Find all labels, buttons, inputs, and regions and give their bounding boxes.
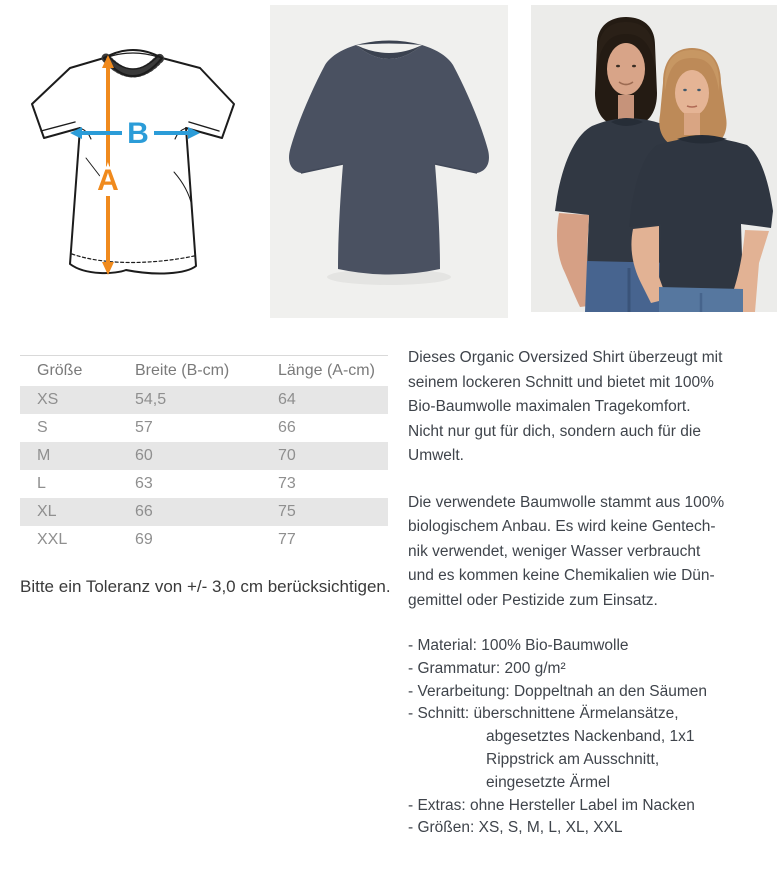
product-photo-flat: [270, 5, 508, 318]
detail-line: eingesetzte Ärmel: [486, 773, 611, 791]
text-line: Umwelt.: [408, 447, 464, 464]
size-table-cell: 64: [278, 390, 296, 408]
tolerance-note: Bitte ein Toleranz von +/- 3,0 cm berücksichtigen.: [20, 577, 391, 596]
text-line: Bio-Baumwolle maximalen Tragekomfort.: [408, 398, 691, 415]
product-photo-models: [531, 5, 777, 312]
detail-line: - Grammatur: 200 g/m²: [408, 659, 566, 677]
text-line: biologischem Anbau. Es wird keine Gentech-: [408, 518, 716, 535]
size-table-cell: 57: [135, 418, 153, 436]
tshirt-outline-drawing: [32, 50, 234, 273]
text-line: und es kommen keine Chemikalien wie Dün-: [408, 567, 715, 584]
size-table-cell: 60: [135, 446, 153, 464]
size-table-cell: 77: [278, 530, 296, 548]
label-b: B: [127, 117, 149, 150]
text-line: Nicht nur gut für dich, sondern auch für die: [408, 422, 701, 440]
detail-line: abgesetztes Nackenband, 1x1: [486, 728, 695, 746]
size-table-cell: M: [37, 446, 51, 464]
column-header: Größe: [20, 356, 135, 386]
size-table-cell: 69: [135, 530, 153, 548]
description-paragraphs: [408, 346, 773, 613]
size-table-header-row: [20, 356, 388, 386]
flat-shirt-graphic: [270, 5, 508, 318]
size-table-cell: 66: [278, 418, 296, 436]
text-line: nik verwendet, weniger Wasser verbraucht: [408, 542, 701, 560]
description-paragraph: [408, 491, 773, 614]
size-table-cell: 75: [278, 502, 296, 520]
collar-ribbing: [106, 58, 160, 73]
size-table-cell: XXL: [37, 530, 68, 548]
size-table-cell: L: [37, 474, 46, 492]
size-diagram: [26, 40, 240, 278]
size-table-row: [20, 526, 388, 554]
size-table-cell: 70: [278, 446, 296, 464]
column-header: Breite (B-cm): [135, 356, 278, 386]
size-table-cell: XL: [37, 502, 57, 520]
detail-line: Rippstrick am Ausschnitt,: [486, 750, 660, 768]
text-line: Die verwendete Baumwolle stammt aus 100%: [408, 493, 725, 511]
text-line: seinem lockeren Schnitt und bietet mit 100%: [408, 373, 714, 391]
text-line: Dieses Organic Oversized Shirt überzeugt mit: [408, 349, 723, 366]
size-table-cell: 66: [135, 502, 153, 520]
size-table: [20, 355, 388, 554]
size-diagram-graphic: [26, 40, 240, 278]
description-details-list: [408, 635, 773, 840]
detail-line: - Material: 100% Bio-Baumwolle: [408, 637, 629, 654]
size-table-cell: 54,5: [135, 390, 167, 408]
product-description: [408, 346, 773, 840]
detail-line: - Verarbeitung: Doppeltnah an den Säumen: [408, 682, 708, 700]
size-table-cell: 63: [135, 474, 153, 492]
detail-line: - Extras: ohne Hersteller Label im Nacken: [408, 796, 695, 814]
size-table-row: [20, 414, 388, 442]
size-table-cell: S: [37, 418, 48, 436]
detail-line: - Schnitt: überschnittene Ärmelansätze,: [408, 705, 679, 723]
text-line: gemittel oder Pestizide zum Einsatz.: [408, 591, 658, 609]
size-table-row: [20, 386, 388, 414]
detail-line: - Größen: XS, S, M, L, XL, XXL: [408, 819, 623, 837]
size-table-row: [20, 470, 388, 498]
size-table-row: [20, 498, 388, 526]
description-paragraph: [408, 346, 773, 469]
size-table-body: [20, 386, 388, 554]
label-a: A: [97, 164, 119, 197]
size-table-row: [20, 442, 388, 470]
models-graphic: [531, 5, 777, 312]
size-table-cell: 73: [278, 474, 296, 492]
column-header: Länge (A-cm): [278, 356, 388, 386]
size-table-cell: XS: [37, 390, 59, 408]
